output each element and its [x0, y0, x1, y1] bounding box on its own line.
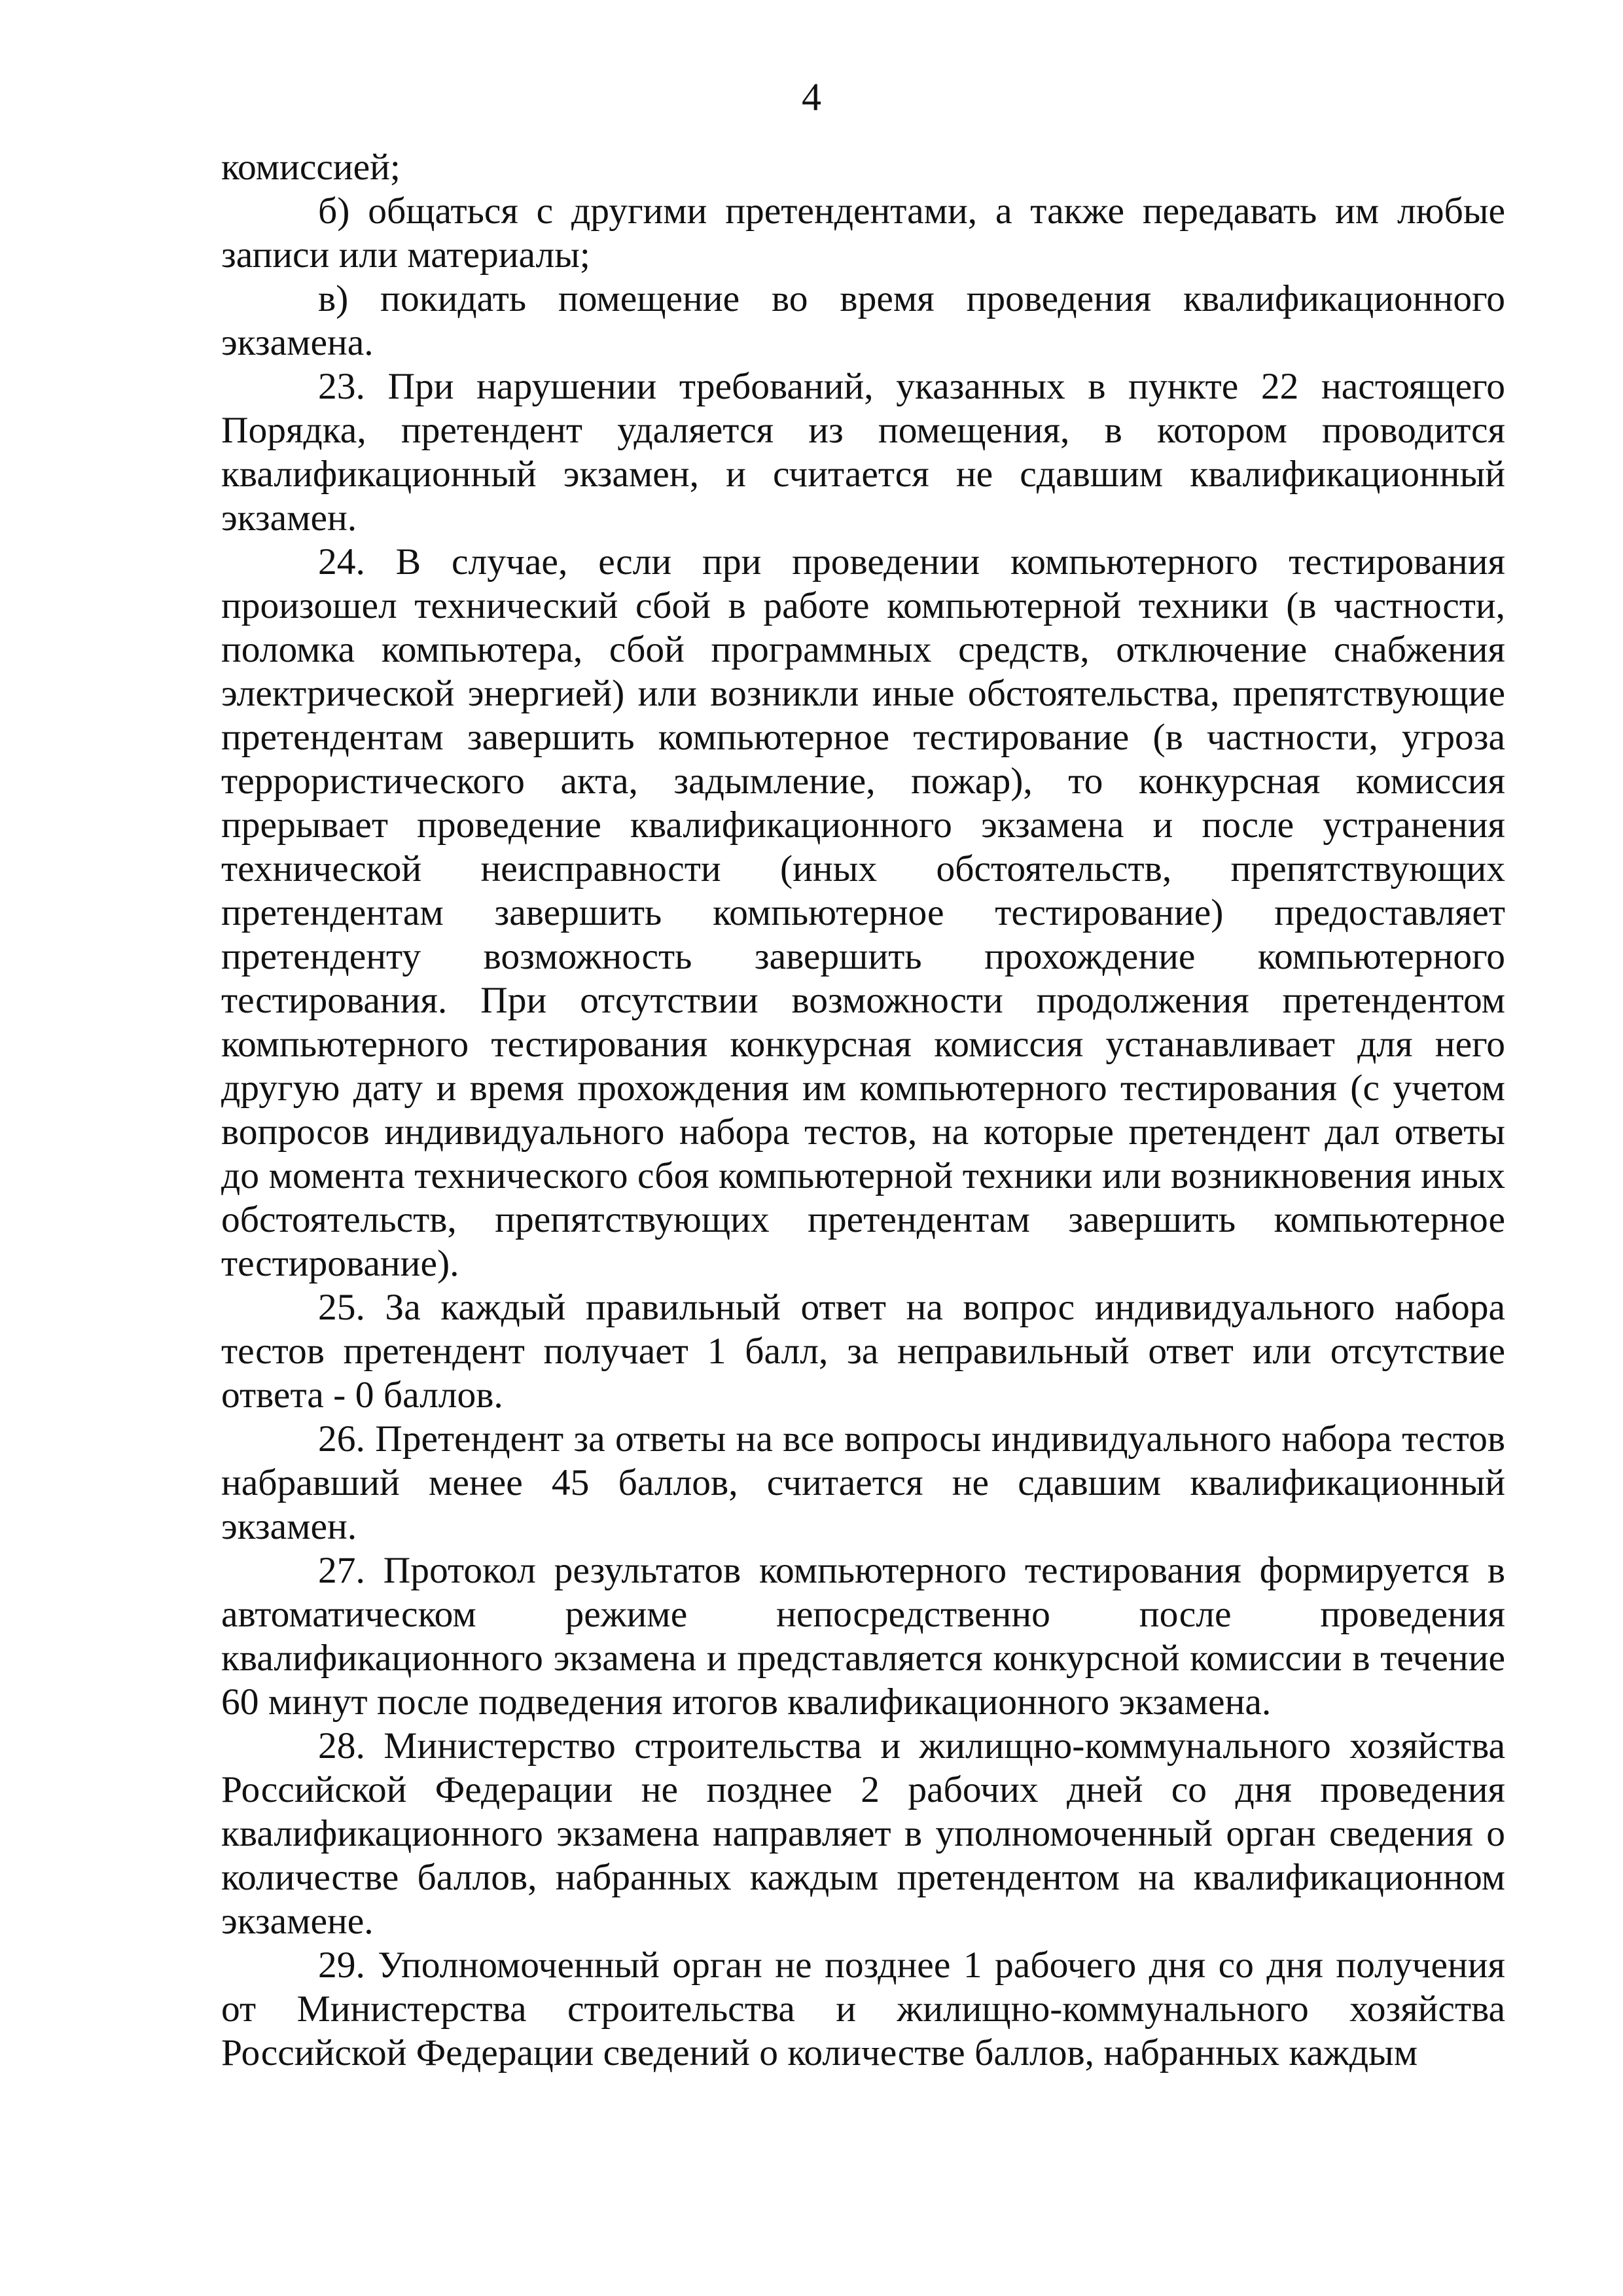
paragraph-continuation: комиссией; — [221, 147, 401, 188]
paragraph-28: 28. Министерство строительства и жилищно-коммунального хозяйства Российской Федерации не позднее 2 рабочих дней со дня проведения квалификационного экзамена направляет в уполномоченный орган сведения о количестве баллов, набранных каждым претендентом на квалификационном экзамене. — [221, 1725, 1505, 1942]
paragraph-27: 27. Протокол результатов компьютерного тестирования формируется в автоматическом режиме непосредственно после проведения квалификационного экзамена и представляется конкурсной комиссии в течение 60 минут после подведения итогов квалификационного экзамена. — [221, 1550, 1505, 1723]
paragraph-26: 26. Претендент за ответы на все вопросы индивидуального набора тестов набравший менее 45 баллов, считается не сдавшим квалификационный экзамен. — [221, 1418, 1505, 1547]
paragraph-24: 24. В случае, если при проведении компьютерного тестирования произошел технический сбой в работе компьютерной техники (в частности, поломка компьютера, сбой программных средств, отключение снабжения электрической энергией) или возникли иные обстоятельства, препятствующие претендентам завершить компьютерное тестирование (в частности, угроза террористического акта, задымление, пожар), то конкурсная комиссия прерывает проведение квалификационного экзамена и после устранения технической неисправности (иных обстоятельств, препятствующих претендентам завершить компьютерное тестирование) предоставляет претенденту возможность завершить прохождение компьютерного тестирования. При отсутствии возможности продолжения претендентом компьютерного тестирования конкурсная комиссия устанавливает для него другую дату и время прохождения им компьютерного тестирования (с учетом вопросов индивидуального набора тестов, на которые претендент дал ответы до момента технического сбоя компьютерной техники или возникновения иных обстоятельств, препятствующих претендентам завершить компьютерное тестирование). — [221, 541, 1505, 1284]
paragraph-25: 25. За каждый правильный ответ на вопрос индивидуального набора тестов претендент получает 1 балл, за неправильный ответ или отсутствие ответа - 0 баллов. — [221, 1287, 1505, 1416]
paragraph-item-v: в) покидать помещение во время проведения квалификационного экзамена. — [221, 278, 1505, 363]
paragraph-item-b: б) общаться с другими претендентами, а также передавать им любые записи или материалы; — [221, 190, 1505, 276]
paragraph-29: 29. Уполномоченный орган не позднее 1 рабочего дня со дня получения от Министерства строительства и жилищно-коммунального хозяйства Российской Федерации сведений о количестве баллов, набранных каждым — [221, 1945, 1505, 2073]
paragraph-23: 23. При нарушении требований, указанных в пункте 22 настоящего Порядка, претендент удаляется из помещения, в котором проводится квалификационный экзамен, и считается не сдавшим квалификационный экзамен. — [221, 366, 1505, 539]
document-body — [221, 145, 1505, 2075]
page-number: 4 — [802, 75, 821, 118]
